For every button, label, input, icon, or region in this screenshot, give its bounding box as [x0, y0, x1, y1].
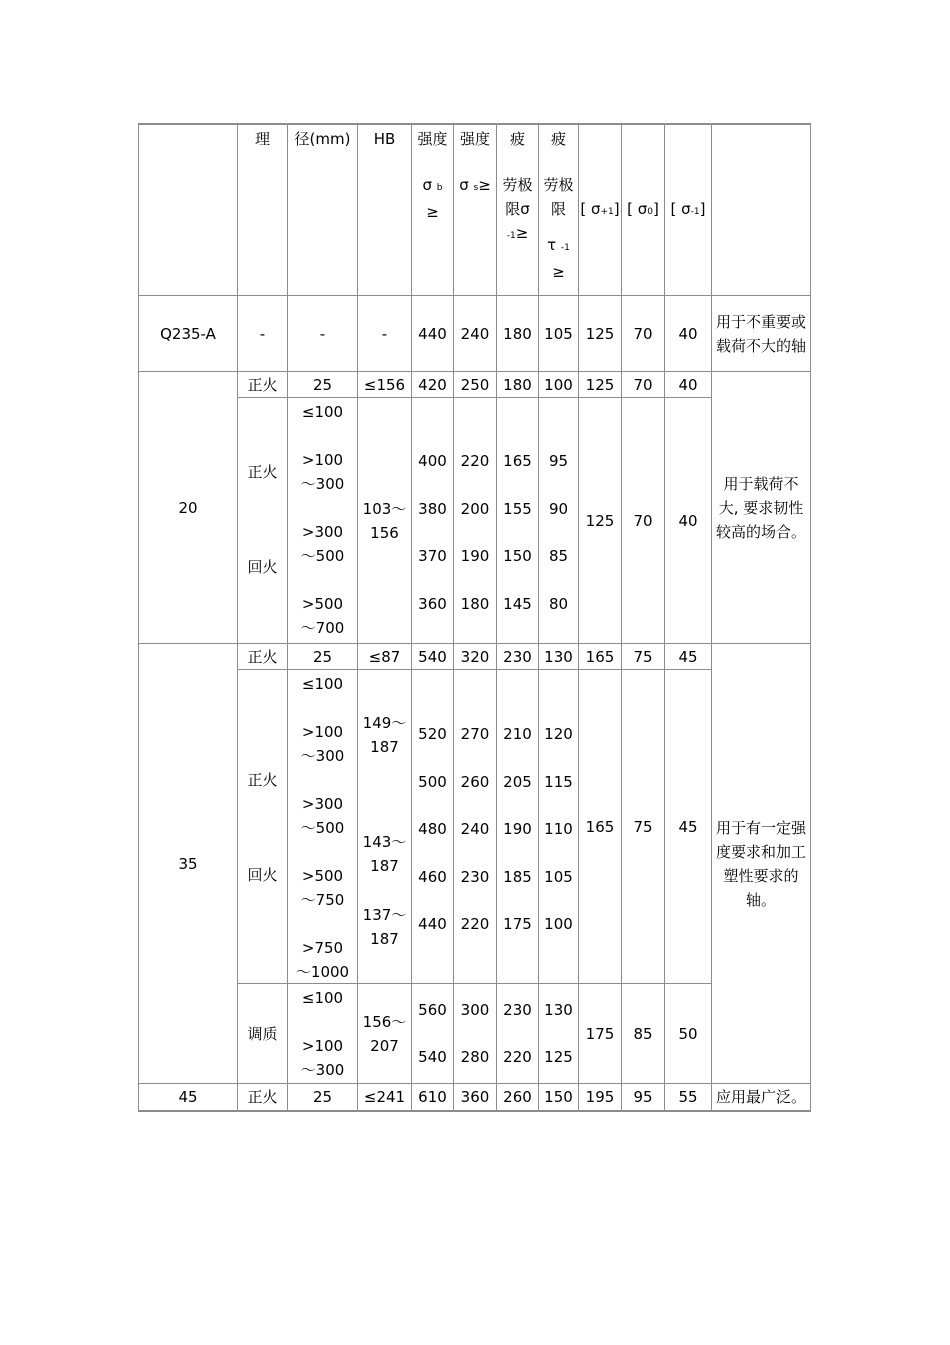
- m45-m1: [665, 1084, 711, 1110]
- header-fatigue-sigma-line3: 限σ: [505, 200, 530, 218]
- m20-r2-treatment-a: [238, 460, 287, 484]
- header-treatment: [238, 125, 287, 297]
- cell-value: 165: [585, 817, 615, 836]
- m35-r2-t1: [539, 670, 578, 1024]
- cell-value: 175: [585, 1024, 615, 1043]
- cell-value: 210: [503, 725, 532, 743]
- cell-value: 45: [678, 817, 698, 836]
- m35-r1-t1: [539, 644, 578, 669]
- m45-treatment: [238, 1084, 287, 1110]
- cell-value: ≤87: [368, 647, 401, 666]
- q235-ss: [454, 296, 496, 371]
- cell-value: 正火: [247, 1088, 278, 1106]
- header-fatigue-sigma-line1: 疲: [509, 130, 525, 148]
- q235-usage: [716, 296, 806, 371]
- cell-value: 40: [678, 511, 698, 530]
- header-yield-strength: [454, 125, 496, 297]
- m35-r2-diameter: [288, 670, 357, 985]
- cell-value: 125: [585, 324, 615, 343]
- cell-value: 480: [418, 820, 447, 838]
- q235-treatment: [238, 296, 287, 371]
- header-hb-text: HB: [373, 130, 396, 148]
- header-fatigue-tau-line1: 疲: [550, 130, 566, 148]
- material-name: 20: [178, 498, 198, 517]
- cell-value: 165: [503, 452, 532, 470]
- cell-value: 260: [503, 1088, 532, 1106]
- cell-value: 80: [548, 594, 569, 613]
- cell-value: 220: [460, 452, 490, 470]
- m20-r2-s1: [497, 398, 538, 683]
- cell-value: >300～500: [300, 523, 345, 565]
- bracket-sigma: [ σ: [627, 199, 648, 218]
- m35-r1-treatment: [238, 644, 287, 669]
- bracket-close: ]: [653, 199, 659, 218]
- m45-diameter: [288, 1084, 357, 1110]
- cell-value: 370: [418, 547, 447, 565]
- m20-r1-p0: [622, 372, 664, 397]
- m35-r2-hb-a: [358, 709, 411, 761]
- cell-value: 180: [503, 324, 532, 343]
- cell-value: 90: [548, 499, 569, 518]
- m20-r1-p1: [579, 372, 621, 397]
- cell-value: 50: [678, 1024, 698, 1043]
- col-rule-12: [810, 123, 811, 1112]
- cell-value: 150: [503, 547, 532, 565]
- m35-r2-treatment-a: [238, 768, 287, 792]
- m35-r3-p1: [579, 984, 621, 1083]
- cell-value: 70: [633, 324, 653, 343]
- m20-r2-m1: [665, 398, 711, 643]
- usage-text: 用于有一定强度要求和加工塑性要求的轴。: [716, 818, 807, 909]
- cell-value: -: [259, 324, 266, 343]
- cell-value: 440: [418, 324, 447, 343]
- m20-material: [139, 372, 237, 643]
- header-diameter: [288, 125, 357, 297]
- cell-value: 137～187: [362, 906, 407, 948]
- cell-value: 280: [460, 1047, 490, 1066]
- cell-value: 143～187: [362, 833, 407, 875]
- m45-p0: [622, 1084, 664, 1110]
- cell-value: >750～1000: [295, 939, 350, 981]
- cell-value: 40: [678, 375, 698, 394]
- cell-value: 440: [418, 915, 447, 933]
- m35-r2-s1: [497, 670, 538, 1024]
- header-tensile-line3: ≥: [426, 203, 439, 221]
- material-name: Q235-A: [160, 324, 216, 343]
- cell-value: 180: [460, 594, 490, 613]
- cell-value: ≤100: [301, 403, 344, 421]
- m20-r1-hb: [358, 372, 411, 397]
- cell-value: 145: [503, 594, 532, 613]
- m35-r2-treatment-b: [238, 863, 287, 887]
- q235-sb: [412, 296, 453, 371]
- m20-r2-t1: [539, 398, 578, 683]
- cell-value: 420: [418, 375, 447, 394]
- cell-value: >100～300: [300, 723, 345, 765]
- m35-r2-hb-b: [358, 828, 411, 880]
- cell-value: 220: [460, 915, 490, 933]
- m35-r3-m1: [665, 984, 711, 1083]
- cell-value: 610: [418, 1088, 447, 1106]
- cell-value: 125: [544, 1047, 573, 1066]
- cell-value: 105: [544, 324, 573, 343]
- cell-value: 149～187: [362, 714, 407, 756]
- header-fatigue-tau-line4: [547, 233, 570, 260]
- cell-value: 360: [418, 594, 447, 613]
- m45-s1: [497, 1084, 538, 1110]
- material-name: 35: [178, 854, 198, 873]
- m35-r3-hb: [358, 984, 411, 1083]
- cell-value: 100: [544, 915, 573, 933]
- m45-p1: [579, 1084, 621, 1110]
- cell-value: 85: [548, 547, 569, 565]
- m35-r1-hb: [358, 644, 411, 669]
- cell-value: 103～156: [362, 499, 407, 542]
- m35-r1-p1: [579, 644, 621, 669]
- cell-value: 正火: [247, 375, 278, 394]
- cell-value: 130: [544, 1000, 573, 1019]
- subscript-minus1: -1: [506, 231, 516, 241]
- header-yield-line1: 强度: [459, 130, 490, 148]
- cell-value: 115: [544, 772, 573, 791]
- bracket-sigma: [ σ: [670, 199, 691, 218]
- m35-usage: [716, 644, 806, 1083]
- m35-r2-m1: [665, 670, 711, 983]
- cell-value: 230: [503, 647, 532, 666]
- m35-r1-diameter: [288, 644, 357, 669]
- header-allow-minus1-text: [671, 197, 706, 224]
- q235-s1: [497, 296, 538, 371]
- m35-r3-p0: [622, 984, 664, 1083]
- m45-t1: [539, 1084, 578, 1110]
- sigma-symbol: σ: [422, 176, 432, 194]
- cell-value: 260: [460, 772, 490, 791]
- m20-r2-p0: [622, 398, 664, 643]
- m20-r2-diameter: [288, 398, 357, 645]
- cell-value: 230: [460, 867, 490, 886]
- cell-value: 165: [585, 647, 615, 666]
- cell-value: 155: [503, 499, 532, 518]
- m45-ss: [454, 1084, 496, 1110]
- cell-value: 70: [633, 375, 653, 394]
- m20-r1-sb: [412, 372, 453, 397]
- cell-value: >500～700: [300, 595, 345, 637]
- subscript-b: b: [436, 183, 443, 193]
- m35-r3-treatment: [238, 984, 287, 1083]
- cell-value: 25: [312, 375, 333, 394]
- header-allow-zero-text: [627, 197, 659, 224]
- header-allow-minus1: [665, 125, 711, 295]
- cell-value: 270: [460, 725, 490, 743]
- cell-value: 45: [678, 647, 698, 666]
- header-fatigue-tau-line5: ≥: [552, 263, 565, 281]
- header-treatment-text: 理: [254, 130, 270, 148]
- cell-value: 520: [418, 725, 447, 743]
- header-tensile-strength: [412, 125, 453, 297]
- q235-p0: [622, 296, 664, 371]
- header-fatigue-sigma: [497, 125, 538, 297]
- m20-r2-treatment-b: [238, 555, 287, 579]
- cell-value: ≤100: [301, 675, 344, 693]
- header-tensile-line2: [422, 173, 442, 200]
- col-rule-11: [711, 123, 712, 1112]
- header-hb: [358, 125, 411, 297]
- q235-p1: [579, 296, 621, 371]
- cell-value: ≤100: [301, 989, 344, 1007]
- m20-r1-diameter: [288, 372, 357, 397]
- cell-value: 95: [633, 1088, 653, 1106]
- m35-r1-s1: [497, 644, 538, 669]
- bracket-close: ]: [613, 199, 620, 218]
- subscript-minus1: -1: [560, 243, 570, 253]
- cell-value: 156～207: [362, 1012, 407, 1055]
- cell-value: 125: [585, 511, 615, 530]
- cell-value: 500: [418, 772, 447, 791]
- cell-value: 185: [503, 867, 532, 886]
- header-diameter-text: 径(mm): [294, 130, 351, 148]
- header-allow-plus1: [579, 125, 621, 295]
- subscript-s: s: [473, 183, 479, 193]
- m35-r1-ss: [454, 644, 496, 669]
- cell-value: 125: [585, 375, 615, 394]
- cell-value: 180: [503, 375, 532, 394]
- header-fatigue-tau-line3: 限: [550, 200, 566, 218]
- m20-r2-ss: [454, 398, 496, 683]
- bracket-sigma: [ σ: [580, 199, 601, 218]
- cell-value: 150: [544, 1088, 573, 1106]
- cell-value: 240: [460, 820, 490, 838]
- cell-value: 70: [633, 511, 653, 530]
- header-fatigue-tau: [539, 125, 578, 297]
- m35-r3-ss: [454, 984, 496, 1083]
- usage-text: 应用最广泛。: [715, 1088, 806, 1106]
- cell-value: 40: [678, 324, 698, 343]
- cell-value: 25: [312, 647, 333, 666]
- cell-value: 正火: [247, 771, 278, 789]
- cell-value: 正火: [247, 647, 278, 666]
- bracket-close: ]: [699, 199, 706, 218]
- cell-value: 240: [460, 324, 490, 343]
- subscript-0: 0: [647, 206, 653, 217]
- cell-value: -: [381, 324, 388, 343]
- cell-value: >100～300: [300, 451, 345, 493]
- q235-hb: [358, 296, 411, 371]
- cell-value: 540: [418, 1047, 447, 1066]
- cell-value: 200: [460, 499, 490, 518]
- header-fatigue-tau-line2: 劳极: [543, 176, 574, 194]
- q235-t1: [539, 296, 578, 371]
- tau-symbol: τ: [547, 236, 557, 254]
- cell-value: 540: [418, 647, 447, 666]
- cell-value: 105: [544, 867, 573, 886]
- m35-r2-ss: [454, 670, 496, 1024]
- cell-value: 回火: [247, 866, 278, 884]
- cell-value: 85: [633, 1024, 653, 1043]
- cell-value: 正火: [247, 463, 278, 481]
- header-allow-plus1-text: [580, 197, 619, 224]
- cell-value: ≤156: [363, 375, 406, 394]
- m35-r3-diameter: [288, 984, 357, 1085]
- geq-symbol: ≥: [515, 224, 529, 242]
- cell-value: 100: [544, 375, 573, 394]
- cell-value: >300～500: [300, 795, 345, 837]
- m20-r1-treatment: [238, 372, 287, 397]
- cell-value: 110: [544, 820, 573, 838]
- m20-r1-s1: [497, 372, 538, 397]
- usage-text: 用于不重要或载荷不大的轴: [716, 312, 807, 355]
- m35-r1-p0: [622, 644, 664, 669]
- cell-value: 195: [585, 1088, 615, 1106]
- m20-r2-hb: [358, 398, 411, 643]
- q235-material: [139, 296, 237, 371]
- m20-r1-t1: [539, 372, 578, 397]
- m20-r1-ss: [454, 372, 496, 397]
- m20-r2-sb: [412, 398, 453, 683]
- m20-usage: [714, 372, 808, 643]
- header-allow-zero: [622, 125, 664, 295]
- usage-text: 用于载荷不大, 要求韧性较高的场合。: [715, 474, 806, 541]
- cell-value: 190: [503, 820, 532, 838]
- cell-value: 95: [548, 452, 569, 470]
- cell-value: -: [319, 324, 326, 343]
- cell-value: 230: [503, 1000, 532, 1019]
- cell-value: 300: [460, 1000, 490, 1019]
- cell-value: 回火: [247, 558, 278, 576]
- cell-value: 400: [418, 452, 447, 470]
- m45-hb: [358, 1084, 411, 1110]
- m35-r1-m1: [665, 644, 711, 669]
- header-yield-line2: [459, 173, 491, 200]
- header-fatigue-sigma-line4: [507, 221, 529, 248]
- cell-value: 175: [503, 915, 532, 933]
- cell-value: 75: [633, 817, 653, 836]
- cell-value: 220: [503, 1047, 532, 1066]
- cell-value: 120: [544, 725, 573, 743]
- cell-value: 360: [460, 1088, 490, 1106]
- m20-r1-m1: [665, 372, 711, 397]
- m35-r3-s1: [497, 984, 538, 1083]
- cell-value: 320: [460, 647, 490, 666]
- material-name: 45: [178, 1088, 198, 1106]
- subscript-minus1: -1: [690, 206, 700, 217]
- m35-r2-hb-c: [358, 901, 411, 953]
- m45-material: [139, 1084, 237, 1110]
- cell-value: ≤241: [363, 1088, 406, 1106]
- cell-value: >100～300: [300, 1037, 345, 1079]
- cell-value: 380: [418, 499, 447, 518]
- m35-r2-p1: [579, 670, 621, 983]
- q235-diameter: [288, 296, 357, 371]
- cell-value: 调质: [247, 1024, 278, 1043]
- m35-material: [139, 644, 237, 1083]
- cell-value: 460: [418, 867, 447, 886]
- cell-value: >500～750: [300, 867, 345, 909]
- m35-r3-t1: [539, 984, 578, 1083]
- cell-value: 560: [418, 1000, 447, 1019]
- m45-sb: [412, 1084, 453, 1110]
- m35-r2-sb: [412, 670, 453, 1024]
- m45-usage: [712, 1084, 810, 1110]
- cell-value: 130: [544, 647, 573, 666]
- cell-value: 205: [503, 772, 532, 791]
- header-tensile-line1: 强度: [417, 130, 448, 148]
- m20-r2-p1: [579, 398, 621, 643]
- cell-value: 250: [460, 375, 490, 394]
- m35-r1-sb: [412, 644, 453, 669]
- cell-value: 55: [678, 1088, 698, 1106]
- geq-symbol: ≥: [478, 176, 491, 194]
- sigma-symbol: σ: [459, 176, 469, 194]
- q235-m1: [665, 296, 711, 371]
- cell-value: 25: [312, 1088, 333, 1106]
- m35-r3-sb: [412, 984, 453, 1083]
- cell-value: 190: [460, 547, 490, 565]
- header-fatigue-sigma-line2: 劳极: [502, 176, 533, 194]
- cell-value: 75: [633, 647, 653, 666]
- subscript-plus1: +1: [600, 206, 614, 217]
- m35-r2-p0: [622, 670, 664, 983]
